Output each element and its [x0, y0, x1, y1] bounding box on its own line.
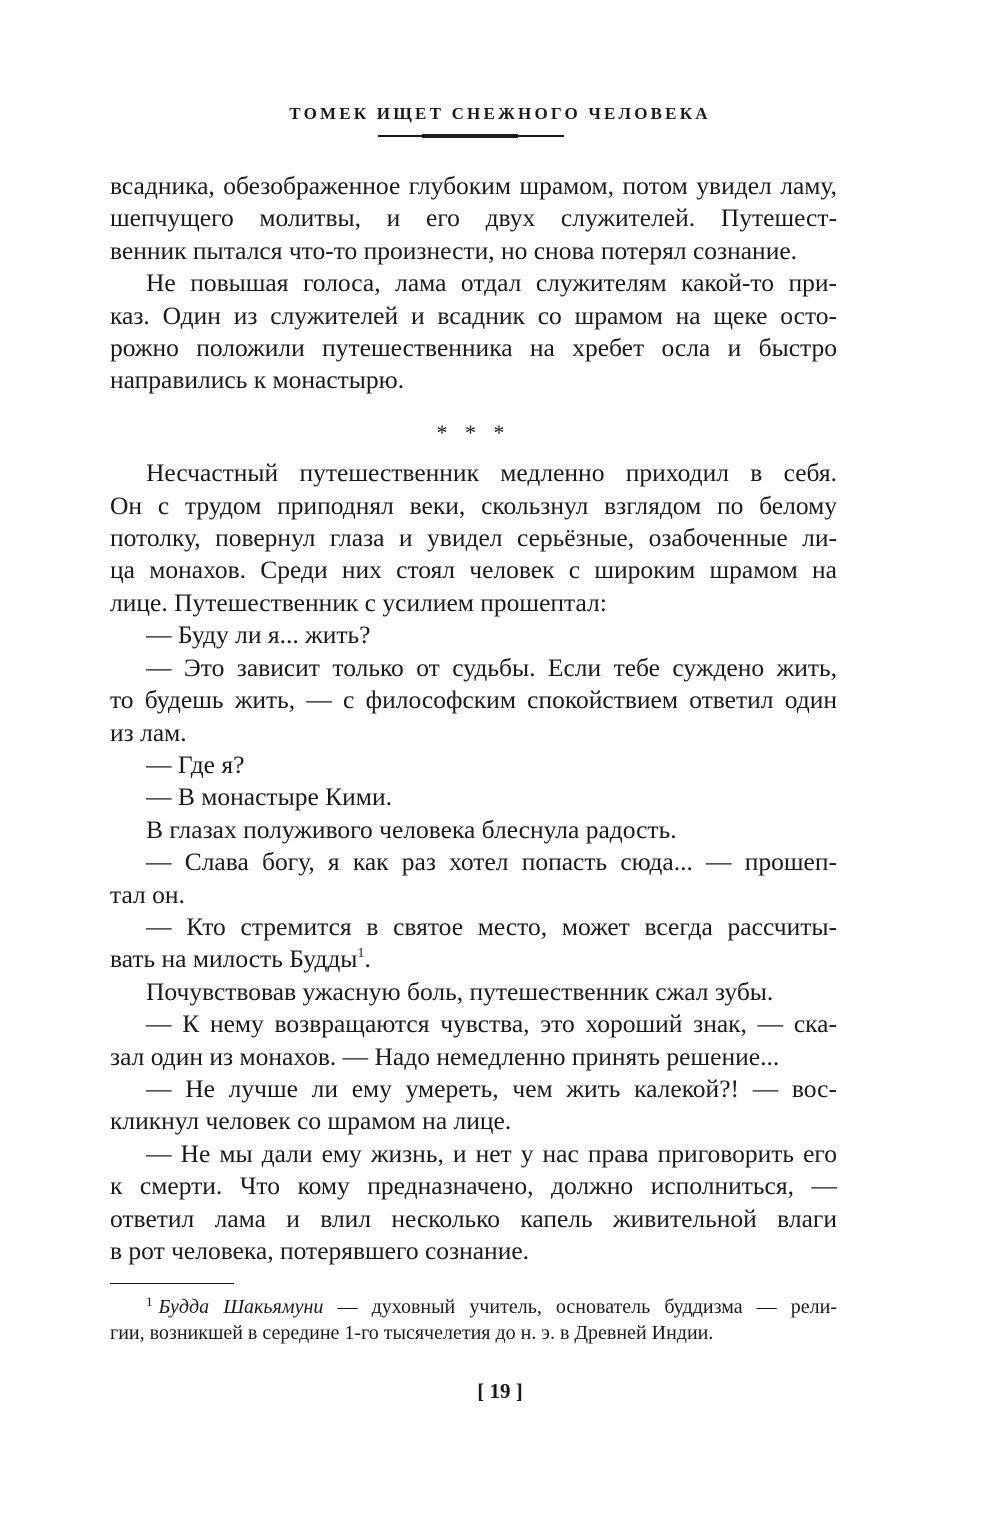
text-line: В глазах полуживого человека блеснула радость.	[146, 814, 677, 844]
paragraph	[110, 170, 837, 235]
dialogue-line	[110, 1073, 837, 1105]
footnote-text	[110, 1294, 837, 1320]
dialogue-line	[110, 1138, 837, 1170]
paragraph-end	[110, 1105, 837, 1137]
text-line: — Буду ли я... жить?	[146, 620, 371, 650]
text-line: — Слава богу, я как раз хотел попасть сюда... — прошеп-	[146, 847, 837, 877]
footnote-line: — духовный учитель, основатель буддизма — рели-	[323, 1296, 837, 1318]
text-line: в рот человека, потерявшего сознание.	[110, 1236, 530, 1265]
text-line: ответил лама и влил несколько капель живительной влаги	[110, 1203, 837, 1233]
body-text	[110, 170, 837, 1267]
text-line: — Это зависит только от судьбы. Если тебе суждено жить,	[146, 652, 837, 682]
text-line: ца монахов. Среди них стоял человек с широким шрамом на	[110, 555, 837, 585]
text-line: к смерти. Что кому предназначено, должно исполниться, —	[110, 1171, 837, 1201]
paragraph	[110, 814, 837, 846]
paragraph-line	[110, 684, 837, 716]
page-number: [ 19 ]	[477, 1379, 523, 1403]
footnote-term: Будда Шакьямуни	[158, 1296, 324, 1318]
running-head-rule-accent	[422, 134, 518, 138]
text-line: из лам.	[110, 717, 187, 747]
paragraph-line	[110, 490, 837, 522]
text-line: — Кто стремится в святое место, может всегда рассчиты-	[146, 911, 837, 941]
paragraph	[110, 976, 837, 1008]
paragraph	[110, 457, 837, 489]
text-line: потолку, повернул глаза и увидел серьёзные, озабоченные ли-	[110, 523, 837, 553]
text-line: Несчастный путешественник медленно приходил в себя.	[146, 458, 837, 488]
paragraph-line	[110, 1170, 837, 1202]
paragraph-line	[110, 522, 837, 554]
paragraph-end	[110, 235, 837, 267]
footnote-reference[interactable]: 1	[357, 946, 365, 962]
text-line: — К нему возвращаются чувства, это хороший знак, — ска-	[146, 1009, 837, 1039]
text-line: — В монастыре Кими.	[146, 782, 392, 812]
paragraph-line	[110, 554, 837, 586]
paragraph-end	[110, 717, 837, 749]
footnote-line: гии, возникшей в середине 1-го тысячелетия до н. э. в Древней Индии.	[110, 1322, 714, 1344]
footnote-text-continued	[110, 1320, 837, 1346]
dialogue-line	[110, 749, 837, 781]
footnote-rule	[110, 1283, 234, 1284]
text-line: тал он.	[110, 879, 185, 909]
text-line: венник пытался что-то произнести, но снова потерял сознание.	[110, 235, 798, 265]
text-line: лице. Путешественник с усилием прошептал:	[110, 587, 607, 617]
paragraph-end	[110, 879, 837, 911]
paragraph-end	[110, 1235, 837, 1267]
paragraph-line	[110, 332, 837, 364]
paragraph-end: вать на милость Будды$^1$.	[110, 944, 371, 974]
paragraph-line	[110, 300, 837, 332]
dialogue-line	[110, 846, 837, 878]
paragraph	[110, 267, 837, 299]
running-head: ТОМЕК ИЩЕТ СНЕЖНОГО ЧЕЛОВЕКА	[289, 104, 711, 123]
text-line: зал один из монахов. — Надо немедленно принять решение...	[110, 1041, 780, 1071]
text-line: — Не мы дали ему жизнь, и нет у нас права приговорить его	[146, 1138, 837, 1168]
footnote-mark: 1	[146, 1294, 153, 1309]
paragraph-line	[110, 1203, 837, 1235]
dialogue-line	[110, 652, 837, 684]
dialogue-line	[110, 1008, 837, 1040]
section-separator: * * *	[436, 419, 511, 445]
text-line: вать на милость Будды	[110, 944, 358, 974]
text-line: — Не лучше ли ему умереть, чем жить калекой?! — вос-	[146, 1073, 837, 1103]
paragraph-end	[110, 1041, 837, 1073]
text-line: ламу, шепчущего молитвы, и его двух служителей. Путешест-	[110, 171, 837, 233]
text-line: то будешь жить, — с философским спокойствием ответил один	[110, 685, 837, 715]
text-line: Почувствовав ужасную боль, путешественник сжал зубы.	[146, 976, 774, 1006]
dialogue-line	[110, 781, 837, 813]
text-line: Не повышая голоса, лама отдал служителям какой-то при-	[146, 268, 837, 298]
dialogue-line	[110, 911, 837, 943]
paragraph-end	[110, 587, 837, 619]
footnote	[110, 1294, 837, 1346]
text-line: кликнул человек со шрамом на лице.	[110, 1106, 512, 1136]
running-head-rule	[378, 135, 564, 137]
paragraph-end	[110, 364, 837, 396]
text-line: — Где я?	[146, 749, 245, 779]
text-line: направились к монастырю.	[110, 365, 405, 395]
text-line: Он с трудом приподнял веки, скользнул взглядом по белому	[110, 490, 837, 520]
text-line: каз. Один из служителей и всадник со шрамом на щеке осто-	[110, 300, 837, 330]
dialogue-line	[110, 619, 837, 651]
text-line: рожно положили путешественника на хребет осла и быстро	[110, 333, 837, 363]
text-line: всадника, обезображенное глубоким шрамом, потом увидел	[110, 171, 772, 200]
